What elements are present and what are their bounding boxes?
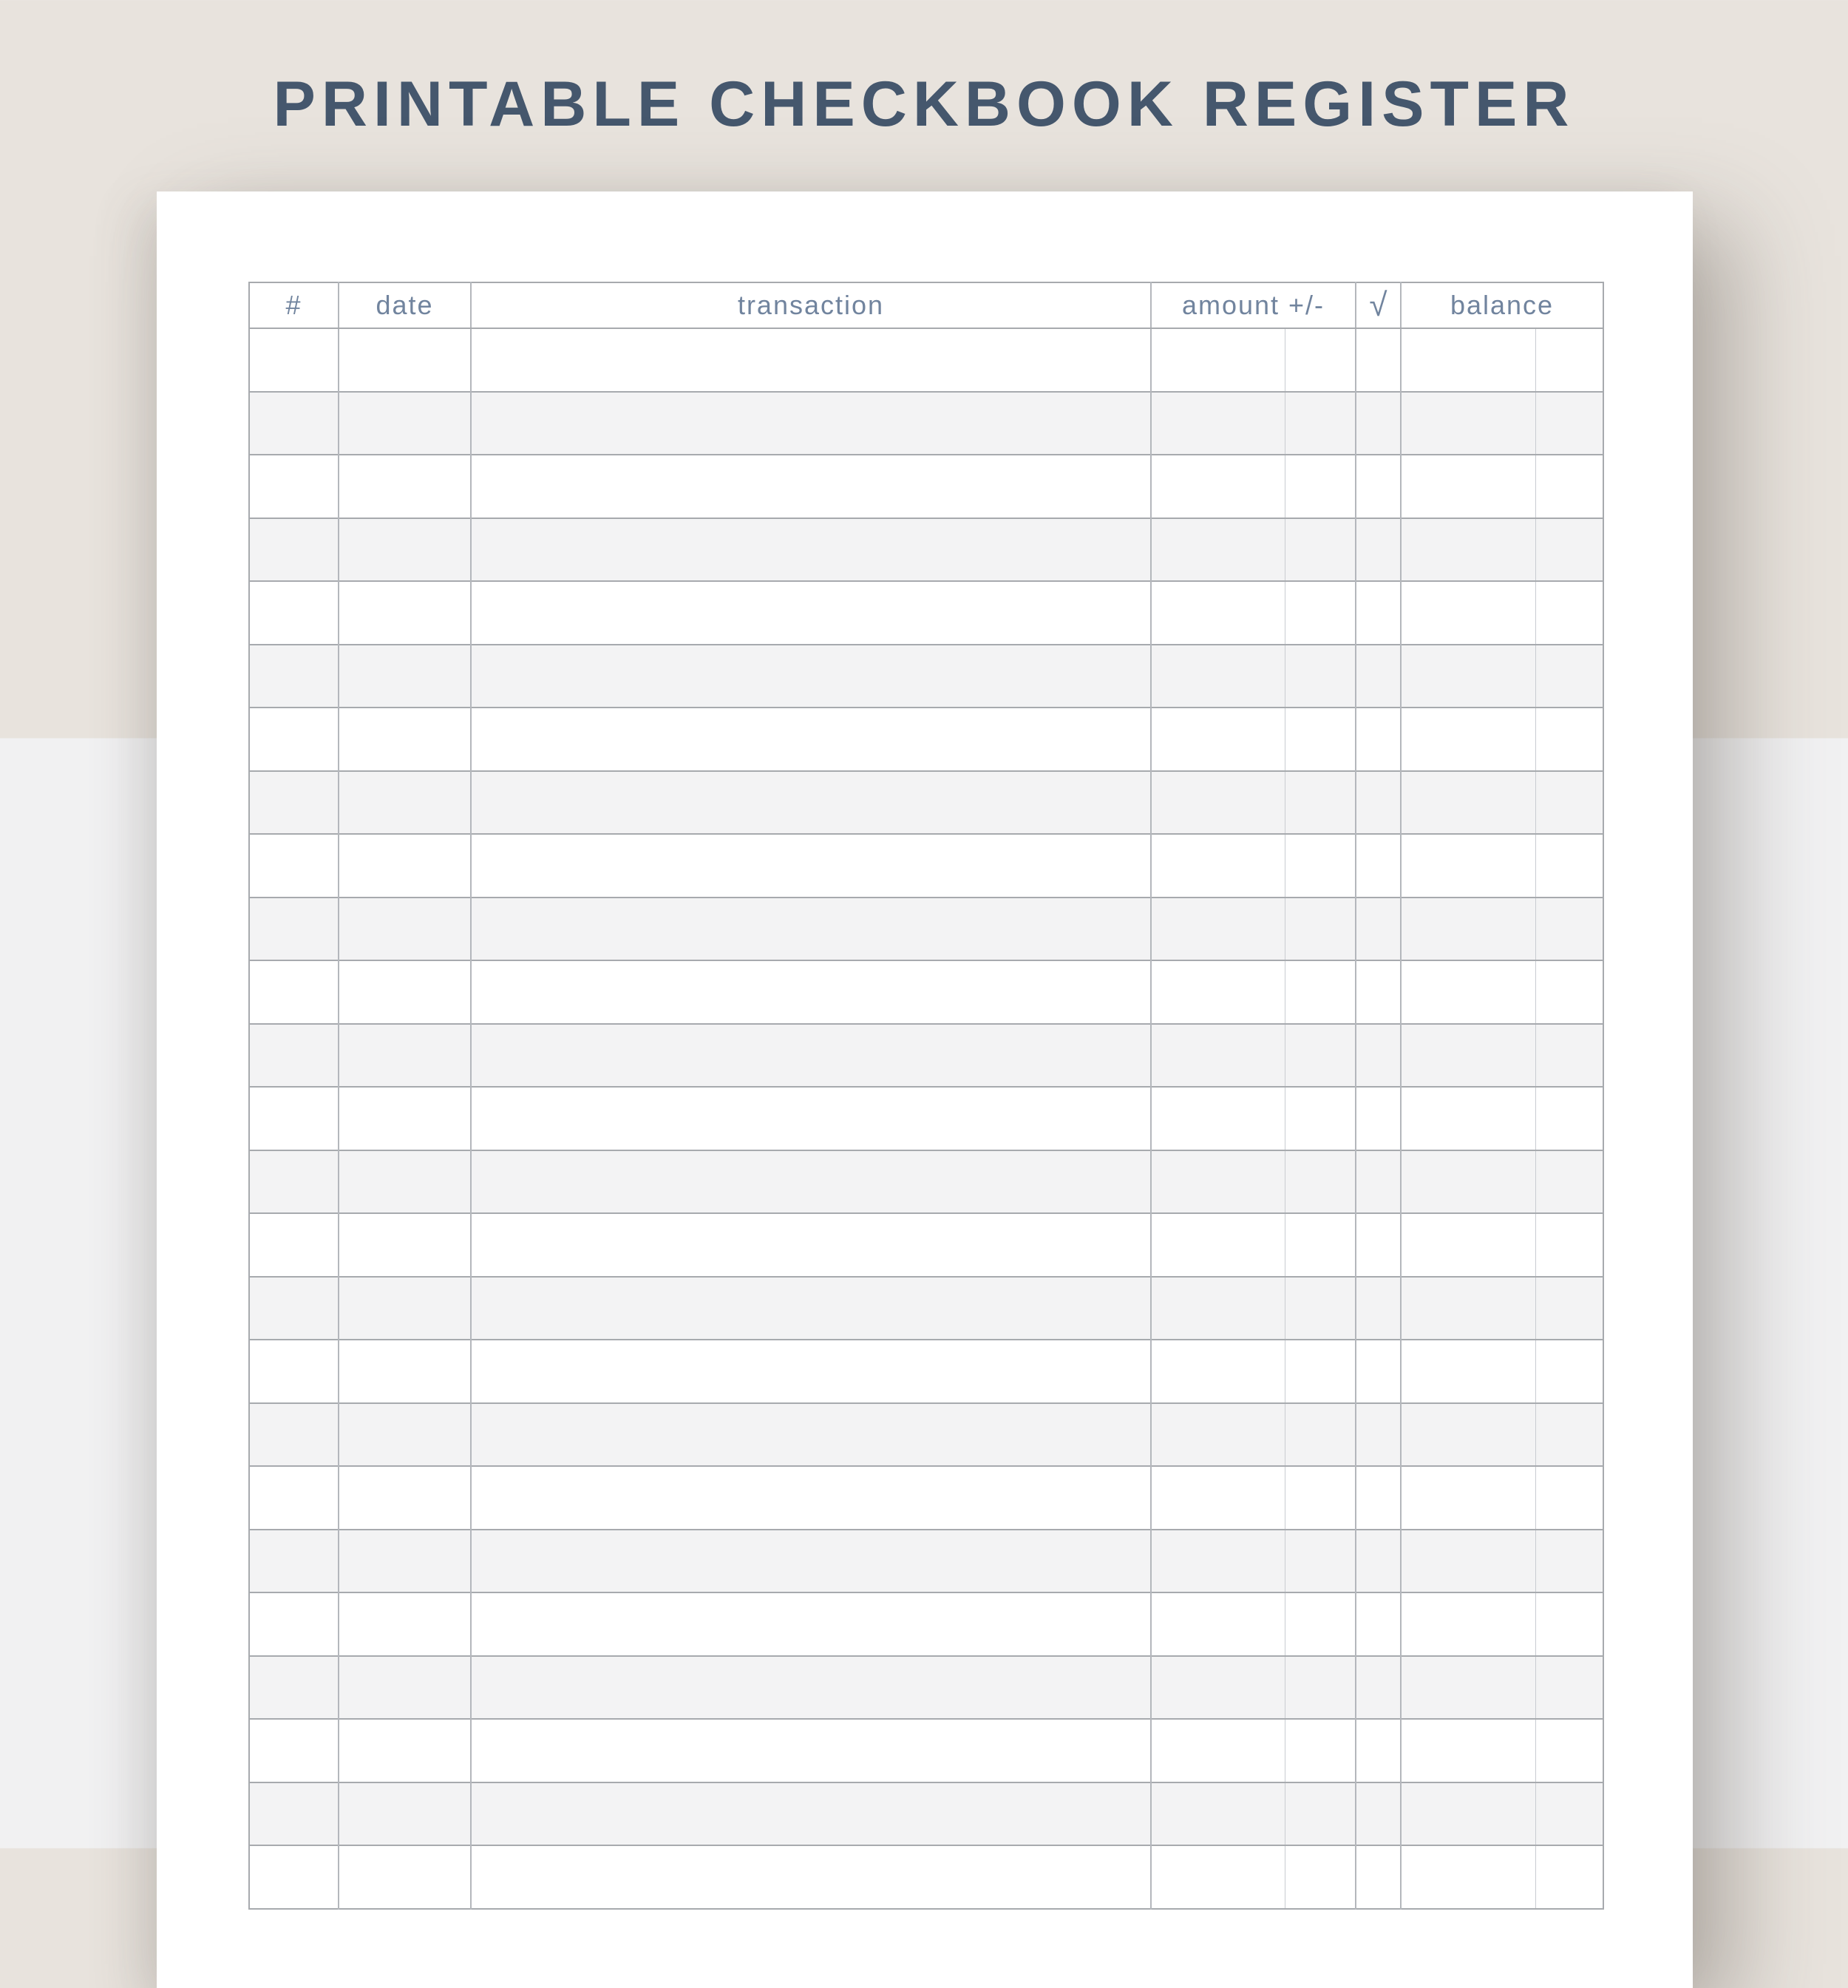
register-cell-bal-c [1535, 1466, 1603, 1530]
register-cell-amt-c [1285, 1150, 1356, 1214]
register-cell-date [339, 1719, 471, 1782]
register-cell-amt-d [1151, 834, 1285, 898]
register-row [249, 1719, 1603, 1782]
register-cell-num [249, 1403, 339, 1467]
register-row [249, 1213, 1603, 1277]
register-cell-bal-c [1535, 1087, 1603, 1150]
register-header-row [249, 282, 1603, 328]
register-cell-amt-d [1151, 1530, 1285, 1593]
register-row [249, 1782, 1603, 1846]
register-cell-chk [1356, 1719, 1401, 1782]
register-cell-date [339, 1403, 471, 1467]
register-cell-bal-d [1401, 1656, 1535, 1720]
register-cell-date [339, 1782, 471, 1846]
register-cell-bal-d [1401, 1403, 1535, 1467]
register-cell-num [249, 708, 339, 771]
register-row [249, 1277, 1603, 1340]
register-cell-bal-c [1535, 1592, 1603, 1656]
checkbook-register-table [248, 282, 1604, 1910]
register-cell-num [249, 1719, 339, 1782]
register-cell-num [249, 960, 339, 1024]
register-cell-bal-d [1401, 1024, 1535, 1088]
register-cell-chk [1356, 1592, 1401, 1656]
register-cell-bal-c [1535, 1213, 1603, 1277]
register-row [249, 771, 1603, 835]
register-cell-amt-d [1151, 1656, 1285, 1720]
register-row [249, 392, 1603, 455]
page-title: PRINTABLE CHECKBOOK REGISTER [273, 69, 1575, 140]
register-cell-date [339, 328, 471, 392]
register-cell-num [249, 1087, 339, 1150]
register-row [249, 708, 1603, 771]
register-cell-bal-d [1401, 1087, 1535, 1150]
register-cell-trans [471, 1466, 1151, 1530]
register-cell-amt-c [1285, 1277, 1356, 1340]
register-cell-date [339, 1024, 471, 1088]
register-cell-bal-d [1401, 1340, 1535, 1403]
register-cell-trans [471, 1719, 1151, 1782]
register-cell-amt-c [1285, 708, 1356, 771]
register-cell-chk [1356, 1782, 1401, 1846]
register-cell-bal-c [1535, 708, 1603, 771]
register-cell-chk [1356, 1403, 1401, 1467]
register-cell-num [249, 455, 339, 518]
register-row [249, 898, 1603, 961]
register-cell-amt-d [1151, 1340, 1285, 1403]
register-row [249, 1340, 1603, 1403]
register-cell-bal-c [1535, 645, 1603, 708]
register-cell-trans [471, 581, 1151, 645]
register-cell-amt-c [1285, 645, 1356, 708]
register-cell-num [249, 1845, 339, 1909]
register-cell-amt-d [1151, 1845, 1285, 1909]
register-cell-date [339, 960, 471, 1024]
register-cell-bal-d [1401, 581, 1535, 645]
register-cell-amt-c [1285, 328, 1356, 392]
register-cell-amt-d [1151, 645, 1285, 708]
register-cell-bal-c [1535, 1150, 1603, 1214]
register-cell-bal-c [1535, 771, 1603, 835]
register-cell-amt-c [1285, 834, 1356, 898]
register-cell-date [339, 1592, 471, 1656]
register-cell-num [249, 1592, 339, 1656]
register-cell-date [339, 1277, 471, 1340]
register-cell-amt-c [1285, 392, 1356, 455]
register-cell-amt-c [1285, 1656, 1356, 1720]
register-cell-trans [471, 645, 1151, 708]
register-cell-chk [1356, 645, 1401, 708]
register-cell-bal-c [1535, 455, 1603, 518]
register-cell-num [249, 518, 339, 582]
register-cell-trans [471, 1782, 1151, 1846]
column-header-number: # [249, 282, 339, 328]
register-cell-trans [471, 1087, 1151, 1150]
register-cell-bal-c [1535, 518, 1603, 582]
register-cell-chk [1356, 581, 1401, 645]
register-cell-trans [471, 1340, 1151, 1403]
register-cell-amt-c [1285, 1782, 1356, 1846]
register-cell-num [249, 1782, 339, 1846]
register-cell-amt-c [1285, 1213, 1356, 1277]
register-cell-chk [1356, 834, 1401, 898]
register-cell-bal-d [1401, 1277, 1535, 1340]
register-cell-bal-d [1401, 834, 1535, 898]
register-cell-trans [471, 1403, 1151, 1467]
register-cell-bal-d [1401, 898, 1535, 961]
register-cell-amt-c [1285, 771, 1356, 835]
register-cell-trans [471, 1213, 1151, 1277]
register-cell-chk [1356, 771, 1401, 835]
register-cell-trans [471, 1024, 1151, 1088]
register-cell-num [249, 645, 339, 708]
register-cell-chk [1356, 1213, 1401, 1277]
register-row [249, 328, 1603, 392]
register-cell-date [339, 1845, 471, 1909]
register-cell-date [339, 1087, 471, 1150]
column-header-checkmark: √ [1356, 282, 1401, 328]
register-cell-amt-c [1285, 518, 1356, 582]
register-cell-chk [1356, 1656, 1401, 1720]
register-cell-num [249, 771, 339, 835]
register-cell-bal-c [1535, 1782, 1603, 1846]
register-cell-amt-c [1285, 1403, 1356, 1467]
register-row [249, 1024, 1603, 1088]
register-cell-amt-d [1151, 1024, 1285, 1088]
register-cell-trans [471, 898, 1151, 961]
column-header-transaction: transaction [471, 282, 1151, 328]
register-cell-num [249, 581, 339, 645]
register-cell-num [249, 1656, 339, 1720]
register-cell-amt-d [1151, 581, 1285, 645]
register-cell-chk [1356, 1150, 1401, 1214]
register-cell-trans [471, 328, 1151, 392]
register-cell-amt-c [1285, 1087, 1356, 1150]
register-row [249, 518, 1603, 582]
register-cell-num [249, 1213, 339, 1277]
register-cell-chk [1356, 1277, 1401, 1340]
register-cell-bal-c [1535, 1277, 1603, 1340]
register-cell-bal-c [1535, 834, 1603, 898]
register-cell-chk [1356, 1024, 1401, 1088]
register-cell-trans [471, 1592, 1151, 1656]
register-cell-trans [471, 455, 1151, 518]
column-header-balance: balance [1401, 282, 1603, 328]
register-cell-amt-d [1151, 960, 1285, 1024]
register-cell-date [339, 834, 471, 898]
register-cell-trans [471, 1656, 1151, 1720]
register-cell-bal-d [1401, 1719, 1535, 1782]
register-cell-chk [1356, 1087, 1401, 1150]
register-cell-amt-c [1285, 1024, 1356, 1088]
register-cell-amt-d [1151, 1213, 1285, 1277]
register-cell-date [339, 1530, 471, 1593]
register-cell-num [249, 328, 339, 392]
register-cell-amt-d [1151, 392, 1285, 455]
register-cell-bal-d [1401, 1150, 1535, 1214]
register-cell-date [339, 1656, 471, 1720]
register-cell-date [339, 898, 471, 961]
register-cell-bal-d [1401, 1466, 1535, 1530]
register-cell-bal-d [1401, 960, 1535, 1024]
register-cell-bal-c [1535, 328, 1603, 392]
register-cell-date [339, 645, 471, 708]
register-cell-amt-d [1151, 771, 1285, 835]
register-cell-bal-c [1535, 1340, 1603, 1403]
register-cell-date [339, 1340, 471, 1403]
register-cell-date [339, 708, 471, 771]
register-cell-trans [471, 708, 1151, 771]
register-cell-num [249, 1024, 339, 1088]
register-row [249, 1845, 1603, 1909]
register-cell-date [339, 518, 471, 582]
register-cell-chk [1356, 1530, 1401, 1593]
register-row [249, 834, 1603, 898]
register-cell-amt-d [1151, 1466, 1285, 1530]
register-row [249, 1656, 1603, 1720]
register-cell-trans [471, 771, 1151, 835]
register-cell-bal-c [1535, 1024, 1603, 1088]
register-cell-amt-c [1285, 898, 1356, 961]
register-cell-bal-d [1401, 328, 1535, 392]
register-cell-amt-d [1151, 328, 1285, 392]
register-cell-chk [1356, 960, 1401, 1024]
register-cell-amt-c [1285, 960, 1356, 1024]
register-cell-bal-c [1535, 1719, 1603, 1782]
register-cell-num [249, 1530, 339, 1593]
register-row [249, 960, 1603, 1024]
register-row [249, 1466, 1603, 1530]
register-row [249, 1150, 1603, 1214]
register-cell-amt-d [1151, 898, 1285, 961]
register-cell-bal-c [1535, 1530, 1603, 1593]
column-header-amount: amount +/- [1151, 282, 1356, 328]
register-cell-trans [471, 834, 1151, 898]
register-cell-amt-c [1285, 455, 1356, 518]
register-cell-bal-c [1535, 1403, 1603, 1467]
register-cell-amt-c [1285, 1845, 1356, 1909]
register-cell-trans [471, 1150, 1151, 1214]
register-cell-bal-c [1535, 898, 1603, 961]
register-cell-amt-d [1151, 455, 1285, 518]
register-cell-bal-d [1401, 392, 1535, 455]
register-cell-amt-c [1285, 1466, 1356, 1530]
register-cell-bal-d [1401, 645, 1535, 708]
register-cell-trans [471, 1530, 1151, 1593]
register-cell-chk [1356, 1845, 1401, 1909]
register-row [249, 1087, 1603, 1150]
register-row [249, 1530, 1603, 1593]
register-cell-bal-d [1401, 518, 1535, 582]
register-cell-trans [471, 518, 1151, 582]
column-header-date: date [339, 282, 471, 328]
register-cell-trans [471, 1277, 1151, 1340]
register-cell-bal-c [1535, 960, 1603, 1024]
register-cell-num [249, 1466, 339, 1530]
register-cell-amt-d [1151, 518, 1285, 582]
register-row [249, 1403, 1603, 1467]
register-row [249, 1592, 1603, 1656]
register-row [249, 645, 1603, 708]
register-cell-amt-c [1285, 1530, 1356, 1593]
register-cell-bal-c [1535, 392, 1603, 455]
register-cell-bal-d [1401, 1592, 1535, 1656]
register-cell-bal-d [1401, 771, 1535, 835]
register-cell-amt-d [1151, 1277, 1285, 1340]
register-cell-bal-d [1401, 1530, 1535, 1593]
register-cell-trans [471, 392, 1151, 455]
register-cell-bal-c [1535, 1656, 1603, 1720]
register-cell-date [339, 581, 471, 645]
register-cell-date [339, 771, 471, 835]
paper-sheet [157, 191, 1693, 1988]
register-cell-amt-d [1151, 1403, 1285, 1467]
register-cell-amt-d [1151, 1592, 1285, 1656]
register-cell-trans [471, 1845, 1151, 1909]
register-cell-num [249, 1277, 339, 1340]
register-cell-bal-d [1401, 708, 1535, 771]
register-cell-bal-c [1535, 1845, 1603, 1909]
register-cell-amt-c [1285, 1592, 1356, 1656]
register-cell-bal-d [1401, 1845, 1535, 1909]
register-cell-date [339, 1213, 471, 1277]
register-cell-amt-d [1151, 1150, 1285, 1214]
register-cell-chk [1356, 1466, 1401, 1530]
register-cell-bal-c [1535, 581, 1603, 645]
register-cell-bal-d [1401, 455, 1535, 518]
register-cell-date [339, 1150, 471, 1214]
register-row [249, 581, 1603, 645]
register-cell-chk [1356, 518, 1401, 582]
register-cell-trans [471, 960, 1151, 1024]
register-cell-date [339, 1466, 471, 1530]
register-cell-chk [1356, 898, 1401, 961]
register-cell-chk [1356, 455, 1401, 518]
register-cell-num [249, 834, 339, 898]
register-cell-chk [1356, 708, 1401, 771]
register-row [249, 455, 1603, 518]
register-cell-bal-d [1401, 1213, 1535, 1277]
register-cell-amt-d [1151, 708, 1285, 771]
register-cell-date [339, 392, 471, 455]
register-cell-amt-d [1151, 1782, 1285, 1846]
register-cell-amt-d [1151, 1087, 1285, 1150]
register-cell-bal-d [1401, 1782, 1535, 1846]
register-cell-amt-c [1285, 581, 1356, 645]
register-cell-num [249, 1340, 339, 1403]
register-cell-num [249, 1150, 339, 1214]
register-cell-chk [1356, 328, 1401, 392]
register-cell-amt-c [1285, 1719, 1356, 1782]
register-cell-amt-c [1285, 1340, 1356, 1403]
register-cell-chk [1356, 1340, 1401, 1403]
register-cell-date [339, 455, 471, 518]
register-cell-amt-d [1151, 1719, 1285, 1782]
register-cell-num [249, 392, 339, 455]
register-cell-num [249, 898, 339, 961]
register-cell-chk [1356, 392, 1401, 455]
